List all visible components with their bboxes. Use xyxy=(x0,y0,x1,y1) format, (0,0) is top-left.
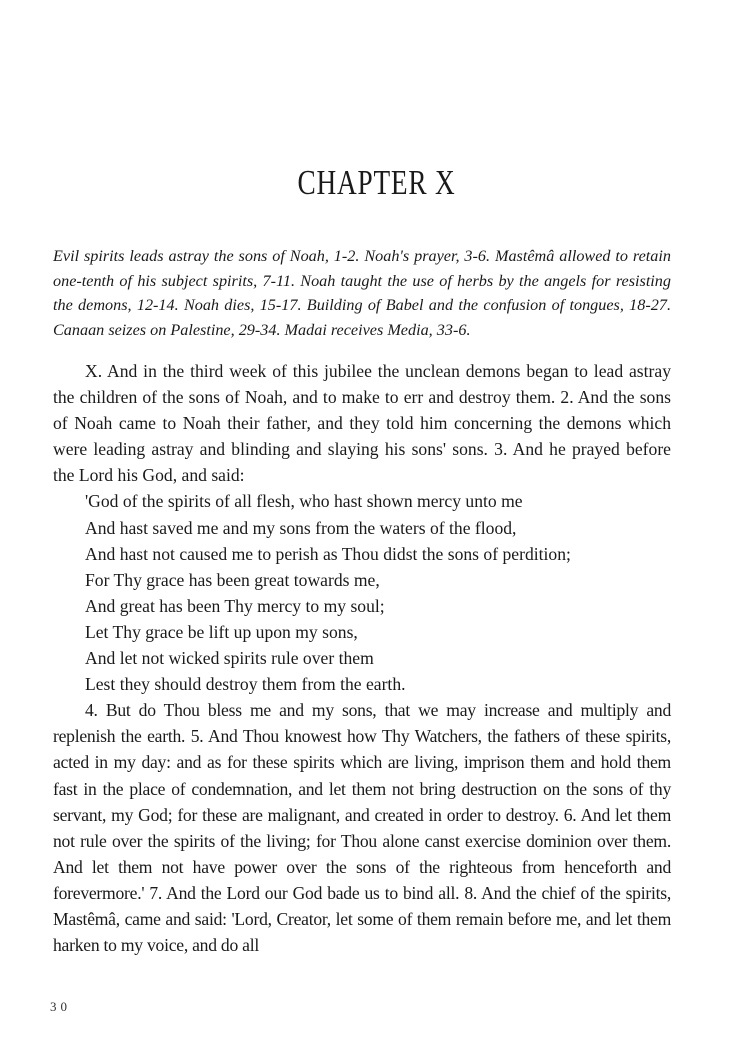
paragraph-verses-1-3: X. And in the third week of this jubilee the unclean demons began to lead astray the children of the sons of Noah, and to make to err and destroy them. 2. And the sons of Noah came to Noah their father, and they told him concerning the demons which were leading astray and blinding and slaying his sons' sons. 3. And he prayed before the Lord his God, and said: xyxy=(53,361,671,486)
prayer-verse-block xyxy=(53,488,671,697)
page-number: 30 xyxy=(50,999,71,1014)
chapter-title: CHAPTER X xyxy=(297,163,456,202)
prayer-line: And great has been Thy mercy to my soul; xyxy=(85,595,385,616)
paragraph-verses-4-8: 4. But do Thou bless me and my sons, that we may increase and multiply and replenish the earth. 5. And Thou knowest how Thy Watchers, the fathers of these spirits, acted in my day: and as for these spirits which are living, imprison them and hold them fast in the place of condemnation, and let them not bring destruction on the sons of thy servant, my God; for these are malignant, and created in order to destroy. 6. And let them not rule over the spirits of the living; for Thou alone canst exercise dominion over them. And let them not have power over the sons of the righteous from henceforth and forevermore.' 7. And the Lord our God bade us to bind all. 8. And the chief of the spirits, Mastêmâ, came and said: 'Lord, Creator, let some of them remain before me, and let them harken to my voice, and do all xyxy=(53,700,671,956)
prayer-line: 'God of the spirits of all flesh, who hast shown mercy unto me xyxy=(85,491,523,512)
prayer-line: Let Thy grace be lift up upon my sons, xyxy=(85,621,358,642)
prayer-line: And hast saved me and my sons from the waters of the flood, xyxy=(85,517,517,538)
chapter-summary: Evil spirits leads astray the sons of Noah, 1-2. Noah's prayer, 3-6. Mastêmâ allowed to retain one-tenth of his subject spirits, 7-11. Noah taught the use of herbs by the angels for resisting the demons, 12-14. Noah dies, 15-17. Building of Babel and the confusion of tongues, 18-27. Canaan seizes on Palestine, 29-34. Madai receives Media, 33-6. xyxy=(53,247,671,339)
prayer-line: Lest they should destroy them from the earth. xyxy=(85,674,406,695)
prayer-line: For Thy grace has been great towards me, xyxy=(85,569,380,590)
prayer-line: And let not wicked spirits rule over them xyxy=(85,648,374,669)
body-text xyxy=(53,358,671,958)
prayer-line: And hast not caused me to perish as Thou didst the sons of perdition; xyxy=(85,543,571,564)
